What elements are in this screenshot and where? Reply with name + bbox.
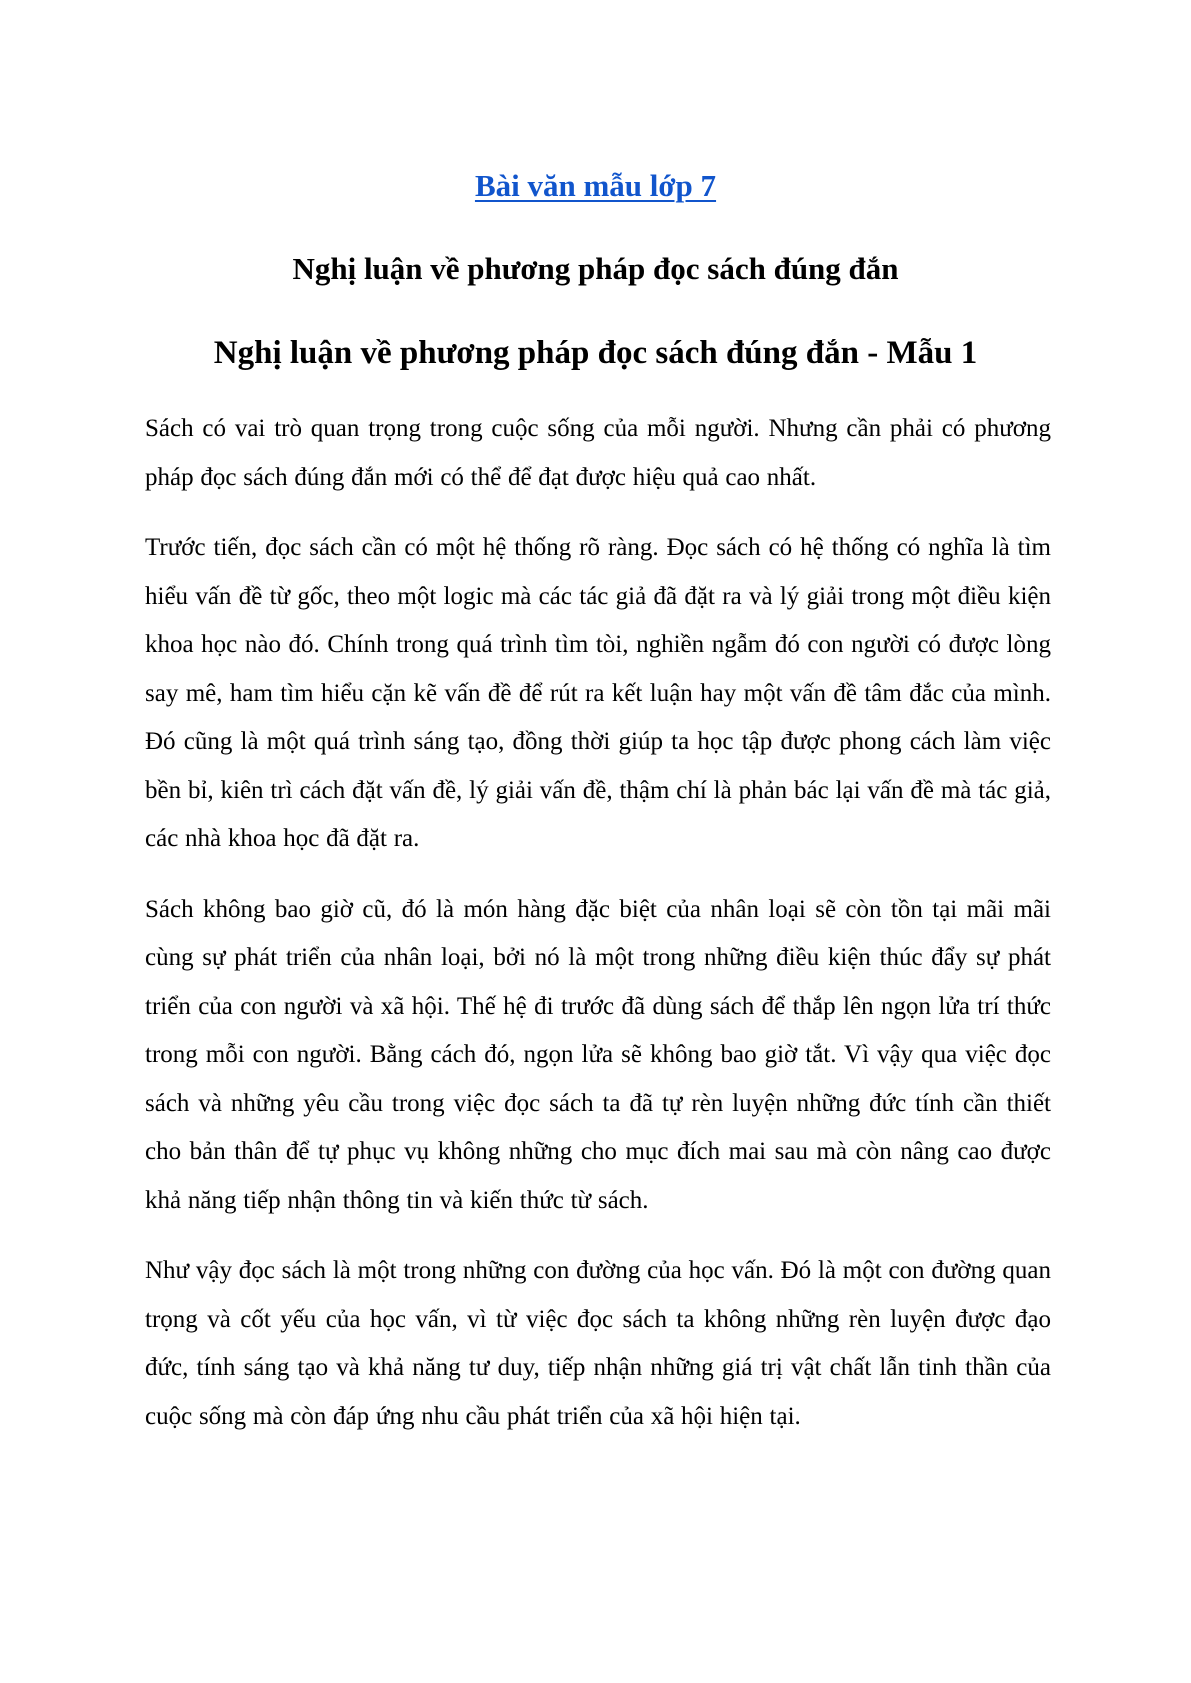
paragraph: Sách có vai trò quan trọng trong cuộc sống của mỗi người. Nhưng cần phải có phương pháp đọc sách đúng đắn mới có thể để đạt được hiệu quả cao nhất. [145,415,1051,491]
page-title: Nghị luận về phương pháp đọc sách đúng đắn [292,251,899,286]
section-title: Nghị luận về phương pháp đọc sách đúng đắn - Mẫu 1 [213,335,978,371]
paragraph: Sách không bao giờ cũ, đó là món hàng đặc biệt của nhân loại sẽ còn tồn tại mãi mãi cùng sự phát triển của nhân loại, bởi nó là một trong những điều kiện thúc đẩy sự phát triển của con người và xã hội. Thế hệ đi trước đã dùng sách để thắp lên ngọn lửa trí thức trong mỗi con người. Bằng cách đó, ngọn lửa sẽ không bao giờ tắt. Vì vậy qua việc đọc sách và những yêu cầu trong việc đọc sách ta đã tự rèn luyện những đức tính cần thiết cho bản thân để tự phục vụ không những cho mục đích mai sau mà còn nâng cao được khả năng tiếp nhận thông tin và kiến thức từ sách. [145,895,1051,1214]
header-link-container [0,166,1191,206]
essay-body [145,405,1051,1463]
paragraph: Như vậy đọc sách là một trong những con đường của học vấn. Đó là một con đường quan trọng và cốt yếu của học vấn, vì từ việc đọc sách ta không những rèn luyện được đạo đức, tính sáng tạo và khả năng tư duy, tiếp nhận những giá trị vật chất lẫn tinh thần của cuộc sống mà còn đáp ứng nhu cầu phát triển của xã hội hiện tại. [145,1257,1051,1430]
paragraph: Trước tiến, đọc sách cần có một hệ thống rõ ràng. Đọc sách có hệ thống có nghĩa là tìm hiểu vấn đề từ gốc, theo một logic mà các tác giả đã đặt ra và lý giải trong một điều kiện khoa học nào đó. Chính trong quá trình tìm tòi, nghiền ngẫm đó con người có được lòng say mê, ham tìm hiểu cặn kẽ vấn đề để rút ra kết luận hay một vấn đề tâm đắc của mình. Đó cũng là một quá trình sáng tạo, đồng thời giúp ta học tập được phong cách làm việc bền bỉ, kiên trì cách đặt vấn đề, lý giải vấn đề, thậm chí là phản bác lại vấn đề mà tác giả, các nhà khoa học đã đặt ra. [145,534,1051,852]
category-link[interactable]: Bài văn mẫu lớp 7 [474,168,717,203]
